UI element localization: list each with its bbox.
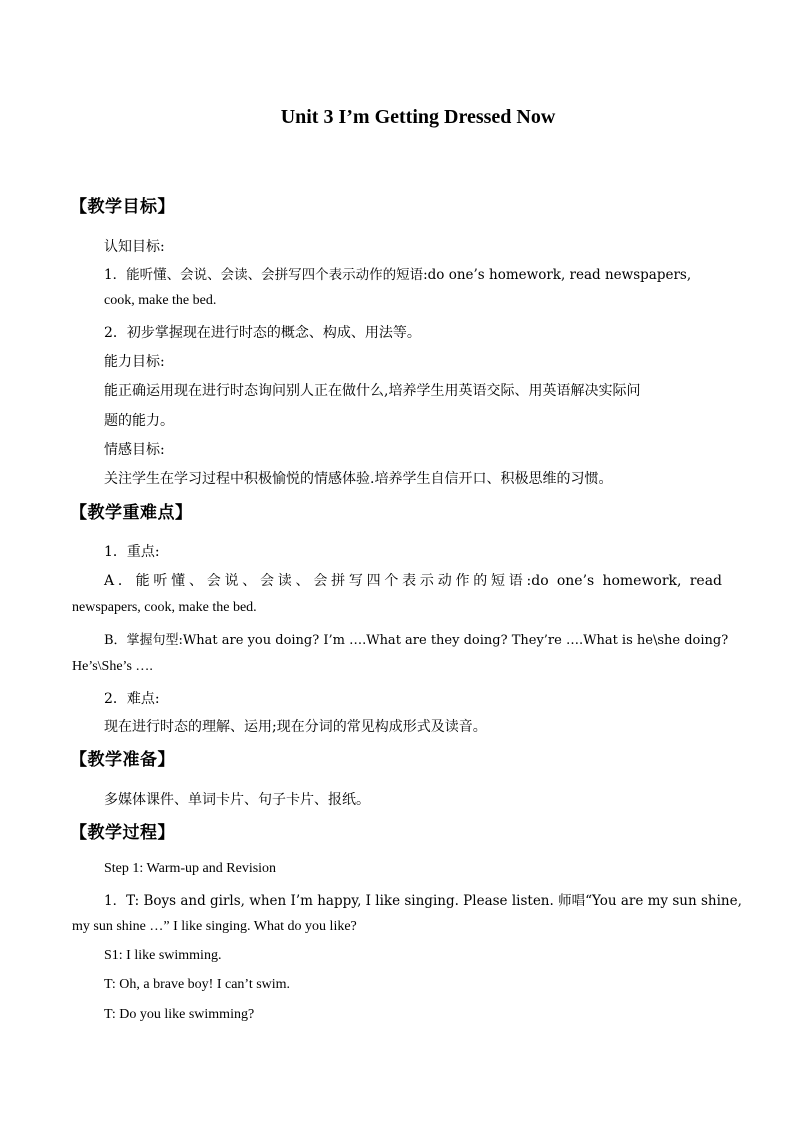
goals-cognitive-1b: cook, make the bed. [104,293,217,308]
section-heading-process: 【教学过程】 [70,823,175,843]
process-s1: S1: I like swimming. [104,948,222,963]
goals-emotion-text: 关注学生在学习过程中积极愉悦的情感体验.培养学生自信开口、积极思维的习惯。 [104,471,613,487]
process-step1: Step 1: Warm-up and Revision [104,861,277,876]
process-t2: T: Do you like swimming? [104,1007,255,1022]
process-1b: my sun shine …” I like singing. What do you like? [72,919,357,934]
keypoints-2-text: 现在进行时态的理解、运用;现在分词的常见构成形式及读音。 [104,719,487,735]
goals-emotion-label: 情感目标: [104,442,165,458]
keypoints-B-a: B．掌握句型:What are you doing? I’m ….What are they doing? They’re ….What is he\she doing? [104,633,729,648]
goals-ability-a: 能正确运用现在进行时态询问别人正在做什么,培养学生用英语交际、用英语解决实际问 [104,383,641,399]
goals-ability-b: 题的能力。 [104,413,174,429]
document-title: Unit 3 I’m Getting Dressed Now [280,106,556,128]
section-heading-prep: 【教学准备】 [70,750,175,770]
section-heading-keypoints: 【教学重难点】 [70,503,193,523]
section-heading-goals: 【教学目标】 [70,197,175,217]
goals-ability-label: 能力目标: [104,354,165,370]
prep-text: 多媒体课件、单词卡片、句子卡片、报纸。 [104,792,370,808]
keypoints-A-a: A．能听懂、会说、会读、会拼写四个表示动作的短语:do one’s homework, read [104,573,722,589]
goals-cognitive-2: 2．初步掌握现在进行时态的概念、构成、用法等。 [104,325,421,341]
keypoints-A-b: newspapers, cook, make the bed. [72,600,257,615]
goals-cognitive-1a: 1．能听懂、会说、会读、会拼写四个表示动作的短语:do one’s homework, read newspapers, [104,267,692,283]
keypoints-B-b: He’s\She’s …. [72,659,153,674]
keypoints-2-label: 2．难点: [104,691,160,707]
keypoints-1-label: 1．重点: [104,544,160,560]
goals-cognitive-label: 认知目标: [104,239,165,255]
process-1a: 1．T: Boys and girls, when I’m happy, I like singing. Please listen. 师唱“You are my sun shine, [104,893,742,909]
process-t1: T: Oh, a brave boy! I can’t swim. [104,977,291,992]
